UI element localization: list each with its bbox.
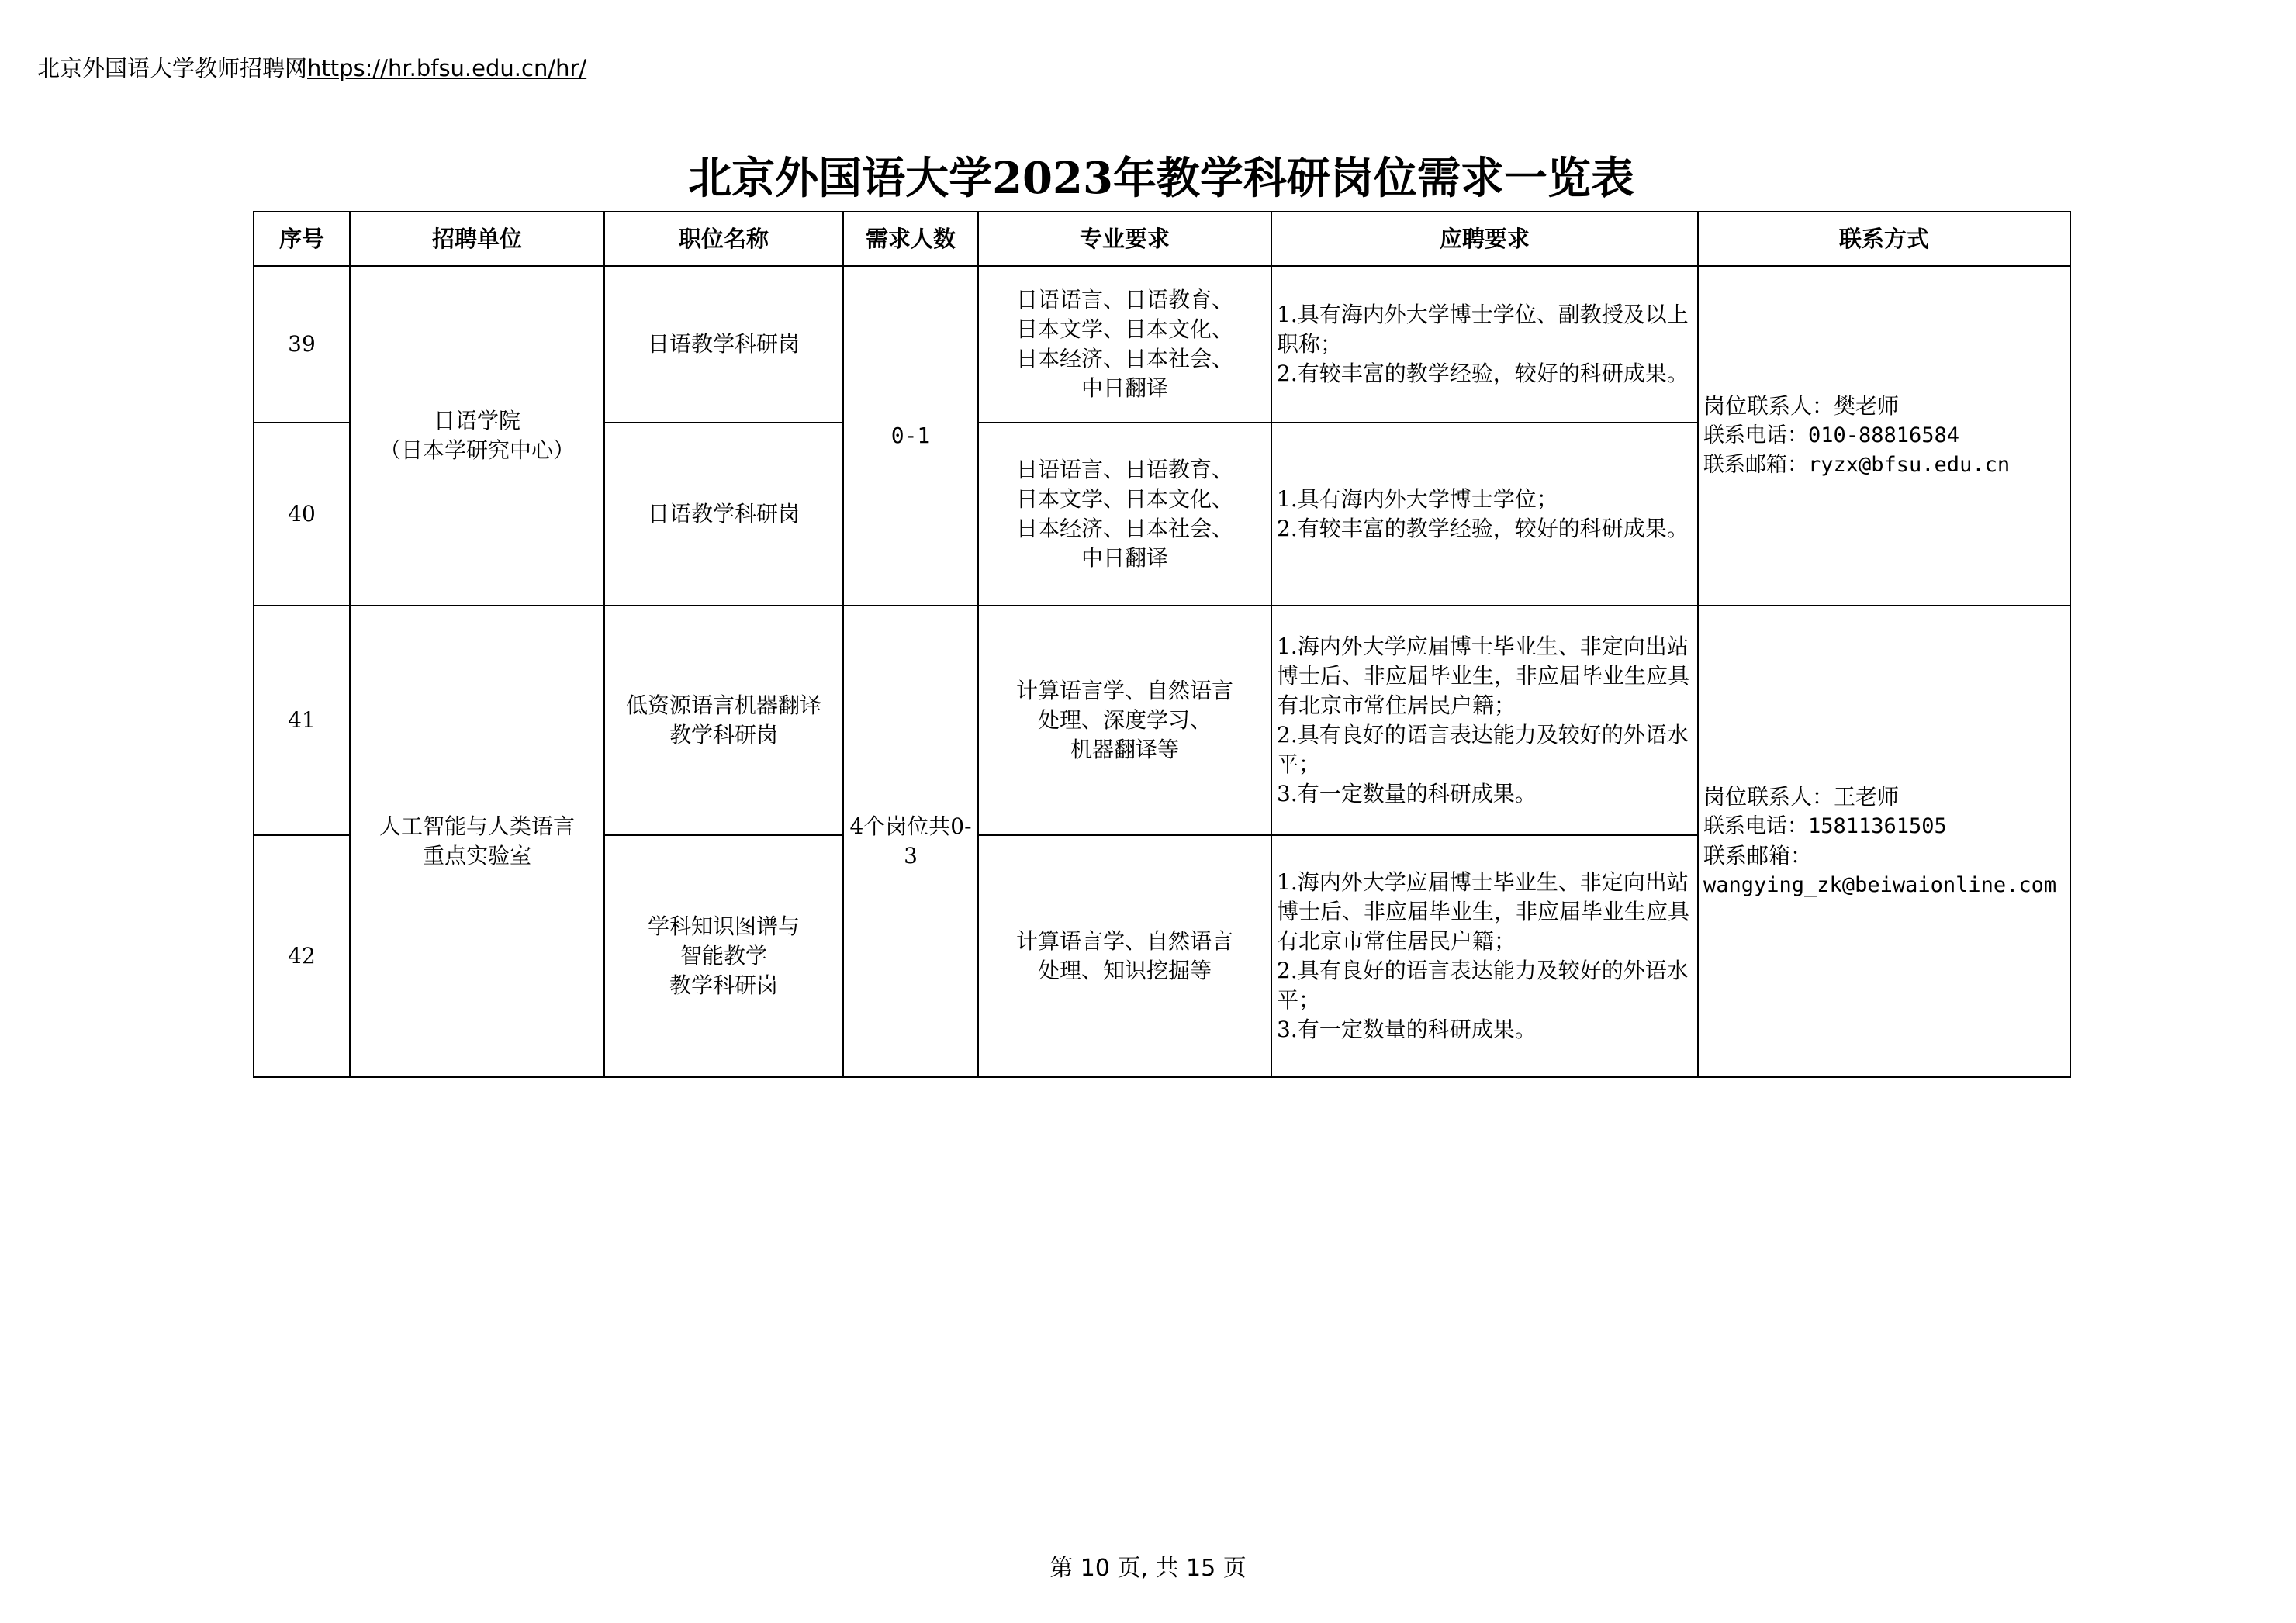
- major-line: 机器翻译等: [1070, 737, 1179, 762]
- col-header-major: 专业要求: [978, 212, 1271, 266]
- unit-line: （日本学研究中心）: [379, 437, 575, 463]
- col-header-no: 序号: [254, 212, 350, 266]
- major-requirement: [978, 423, 1271, 606]
- contact-person: 岗位联系人：樊老师: [1703, 393, 1900, 419]
- position-line: 日语教学科研岗: [647, 501, 800, 527]
- contact-info: [1698, 606, 2070, 1077]
- major-line: 处理、深度学习、: [1037, 707, 1212, 733]
- recruiting-unit: [350, 606, 604, 1077]
- requirement-item: 2.具有良好的语言表达能力及较好的外语水平；: [1277, 722, 1689, 777]
- requirement-item: 1.具有海内外大学博士学位；: [1277, 486, 1558, 512]
- col-header-headcount: 需求人数: [843, 212, 978, 266]
- major-line: 日语语言、日语教育、: [1015, 457, 1233, 482]
- contact-phone: 联系电话：15811361505: [1703, 814, 1947, 838]
- row-no: 40: [254, 423, 350, 606]
- position-line: 日语教学科研岗: [647, 331, 800, 357]
- site-header: [37, 57, 586, 80]
- page-footer: 第 10 页, 共 15 页: [1049, 1555, 1247, 1582]
- table-row: [254, 606, 2070, 835]
- recruitment-table: [253, 211, 2071, 1078]
- position-line: 学科知识图谱与: [647, 913, 800, 939]
- unit-line: 日语学院: [433, 408, 520, 433]
- contact-email: 联系邮箱：ryzx@bfsu.edu.cn: [1703, 453, 2011, 477]
- page-title: 北京外国语大学2023年教学科研岗位需求一览表: [688, 153, 1634, 204]
- application-requirement: [1271, 606, 1698, 835]
- position-line: 教学科研岗: [669, 722, 778, 748]
- row-no: 39: [254, 266, 350, 423]
- major-line: 日本经济、日本社会、: [1015, 346, 1233, 371]
- application-requirement: [1271, 835, 1698, 1077]
- major-requirement: [978, 606, 1271, 835]
- site-name: 北京外国语大学教师招聘网: [37, 55, 308, 81]
- major-requirement: [978, 266, 1271, 423]
- unit-line: 重点实验室: [422, 843, 531, 868]
- contact-email: wangying_zk@beiwaionline.com: [1703, 873, 2057, 897]
- col-header-position: 职位名称: [604, 212, 843, 266]
- major-line: 日语语言、日语教育、: [1015, 287, 1233, 313]
- col-header-contact: 联系方式: [1698, 212, 2070, 266]
- table-header-row: [254, 212, 2070, 266]
- position-line: 教学科研岗: [669, 972, 778, 998]
- position-name: [604, 423, 843, 606]
- major-line: 计算语言学、自然语言: [1015, 678, 1233, 703]
- requirement-item: 3.有一定数量的科研成果。: [1277, 781, 1537, 806]
- major-line: 中日翻译: [1081, 375, 1168, 401]
- position-name: [604, 266, 843, 423]
- contact-person: 岗位联系人：王老师: [1703, 784, 1900, 810]
- requirement-item: 2.有较丰富的教学经验，较好的科研成果。: [1277, 361, 1689, 386]
- contact-phone: 联系电话：010-88816584: [1703, 423, 1960, 447]
- row-no: 41: [254, 606, 350, 835]
- major-line: 计算语言学、自然语言: [1015, 928, 1233, 954]
- unit-line: 人工智能与人类语言: [379, 813, 575, 839]
- requirement-item: 3.有一定数量的科研成果。: [1277, 1017, 1537, 1042]
- position-name: [604, 835, 843, 1077]
- requirement-item: 2.有较丰富的教学经验，较好的科研成果。: [1277, 516, 1689, 541]
- major-line: 处理、知识挖掘等: [1037, 958, 1212, 983]
- col-header-unit: 招聘单位: [350, 212, 604, 266]
- table-row: [254, 266, 2070, 423]
- major-line: 日本文学、日本文化、: [1015, 316, 1233, 342]
- contact-email-label: 联系邮箱：: [1703, 843, 1813, 868]
- requirement-item: 1.海内外大学应届博士毕业生、非定向出站博士后、非应届毕业生，非应届毕业生应具有北京市常住居民户籍；: [1277, 869, 1690, 954]
- requirement-item: 1.海内外大学应届博士毕业生、非定向出站博士后、非应届毕业生，非应届毕业生应具有北京市常住居民户籍；: [1277, 634, 1690, 718]
- site-url-link[interactable]: https://hr.bfsu.edu.cn/hr/: [307, 55, 587, 81]
- contact-info: [1698, 266, 2070, 606]
- major-requirement: [978, 835, 1271, 1077]
- position-line: 低资源语言机器翻译: [625, 692, 821, 718]
- requirement-item: 1.具有海内外大学博士学位、副教授及以上职称；: [1277, 302, 1689, 357]
- headcount: 4个岗位共0-3: [843, 606, 978, 1077]
- col-header-requirements: 应聘要求: [1271, 212, 1698, 266]
- requirement-item: 2.具有良好的语言表达能力及较好的外语水平；: [1277, 958, 1689, 1013]
- major-line: 日本经济、日本社会、: [1015, 516, 1233, 541]
- row-no: 42: [254, 835, 350, 1077]
- major-line: 日本文学、日本文化、: [1015, 486, 1233, 512]
- application-requirement: [1271, 266, 1698, 423]
- recruiting-unit: [350, 266, 604, 606]
- position-line: 智能教学: [679, 943, 767, 969]
- application-requirement: [1271, 423, 1698, 606]
- headcount: 0-1: [843, 266, 978, 606]
- position-name: [604, 606, 843, 835]
- major-line: 中日翻译: [1081, 545, 1168, 571]
